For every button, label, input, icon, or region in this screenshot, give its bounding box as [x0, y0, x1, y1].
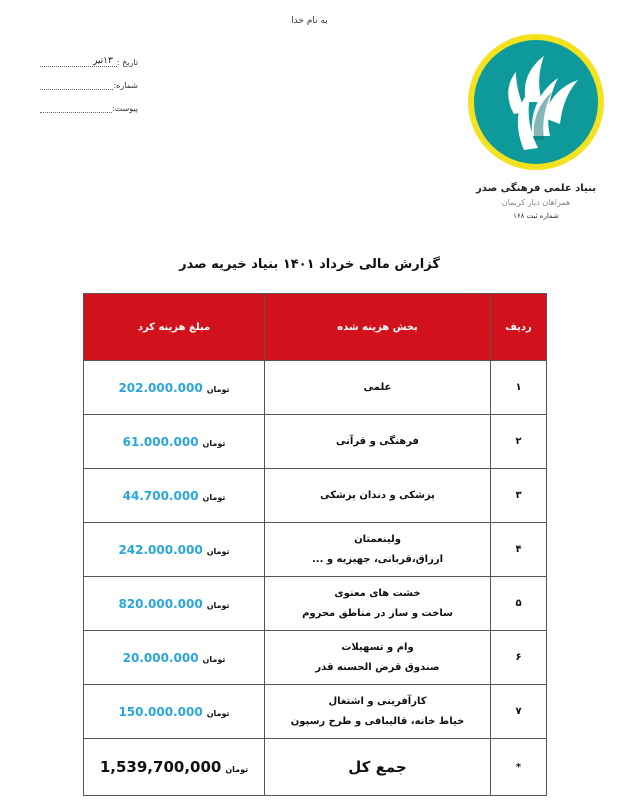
attachment-row: [38, 90, 138, 113]
amount-unit: تومان: [206, 708, 230, 718]
row-amount: [84, 469, 265, 523]
section-subtitle: ساخت و ساز در مناطق محروم: [302, 607, 453, 619]
row-amount: [84, 523, 265, 577]
row-index: ۳: [491, 469, 547, 523]
row-amount: [84, 685, 265, 739]
section-title: فرهنگی و قرآنی: [336, 435, 419, 447]
table-row: [84, 631, 547, 685]
organization-name: بنیاد علمی فرهنگی صدر: [476, 183, 596, 194]
date-value: ۱۳تیر: [92, 56, 113, 66]
section-title: خشت های معنوی: [334, 587, 421, 599]
number-row: [38, 67, 138, 90]
total-amount-value: 1,539,700,000: [99, 758, 222, 776]
table-row: [84, 469, 547, 523]
amount-value: 820.000.000: [118, 596, 203, 611]
amount-unit: تومان: [225, 765, 249, 774]
section-title: کارآفرینی و اشتغال: [328, 695, 427, 707]
section-title: ولینعمتان: [354, 533, 401, 545]
table-header-row: [84, 294, 547, 361]
section-title: پزشکی و دندان پزشکی: [320, 489, 435, 501]
column-header-section: بخش هزینه شده: [265, 294, 491, 361]
organization-registration: شماره ثبت ۱۶۸: [513, 212, 559, 220]
amount-value: 44.700.000: [122, 488, 199, 503]
section-subtitle: صندوق قرض الحسنه قدر: [315, 661, 440, 673]
row-section: [265, 577, 491, 631]
column-header-amount: مبلغ هزینه کرد: [84, 294, 265, 361]
row-index: ۷: [491, 685, 547, 739]
row-index: ۴: [491, 523, 547, 577]
row-index: ۱: [491, 361, 547, 415]
table-row: [84, 685, 547, 739]
attachment-line: [40, 102, 112, 113]
amount-unit: تومان: [202, 492, 226, 502]
row-section: [265, 631, 491, 685]
section-subtitle: ارزاق،قربانی، جهیزیه و ...: [311, 553, 444, 565]
amount-unit: تومان: [202, 438, 226, 448]
row-section: [265, 469, 491, 523]
table-row: [84, 523, 547, 577]
total-amount: [84, 739, 265, 796]
amount-value: 202.000.000: [118, 380, 203, 395]
row-index: ۶: [491, 631, 547, 685]
letter-meta: [38, 44, 138, 113]
row-section: [265, 685, 491, 739]
table-row: [84, 577, 547, 631]
table-row: [84, 361, 547, 415]
amount-unit: تومان: [206, 384, 230, 394]
row-amount: [84, 361, 265, 415]
total-row: [84, 739, 547, 796]
total-index: *: [491, 739, 547, 796]
row-section: [265, 415, 491, 469]
row-index: ۲: [491, 415, 547, 469]
amount-unit: تومان: [202, 654, 226, 664]
amount-value: 150.000.000: [118, 704, 203, 719]
amount-value: 242.000.000: [118, 542, 203, 557]
total-label: جمع کل: [265, 739, 491, 796]
number-label: شماره:: [113, 81, 138, 90]
section-title: علمی: [363, 381, 392, 393]
section-title: وام و تسهیلات: [341, 641, 414, 653]
row-section: [265, 361, 491, 415]
date-row: [38, 44, 138, 67]
foundation-logo: [466, 32, 606, 172]
row-index: ۵: [491, 577, 547, 631]
number-line: [40, 79, 113, 90]
report-title: گزارش مالی خرداد ۱۴۰۱ بنیاد خیریه صدر: [179, 257, 440, 272]
amount-unit: تومان: [206, 600, 230, 610]
amount-unit: تومان: [206, 546, 230, 556]
table-row: [84, 415, 547, 469]
row-amount: [84, 631, 265, 685]
date-label: تاریخ :: [116, 58, 138, 67]
amount-value: 20.000.000: [122, 650, 199, 665]
attachment-label: پیوست:: [111, 104, 138, 113]
column-header-index: ردیف: [491, 294, 547, 361]
amount-value: 61.000.000: [122, 434, 199, 449]
date-line: [40, 56, 117, 67]
bismillah-heading: به نام خدا: [291, 16, 328, 26]
row-amount: [84, 415, 265, 469]
section-subtitle: خیاط خانه، قالیبافی و طرح رسپون: [290, 715, 465, 727]
organization-subtitle: همراهان دیار کریمان: [501, 198, 571, 207]
row-section: [265, 523, 491, 577]
financial-report-table: [83, 293, 547, 796]
row-amount: [84, 577, 265, 631]
